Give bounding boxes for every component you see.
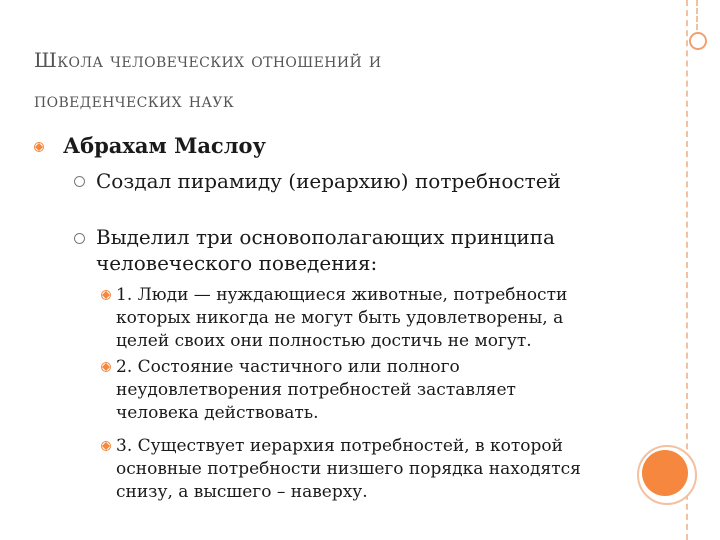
principle-3-line-2: основные потребности низшего порядка находятся [116,459,581,479]
slide-title [34,40,654,120]
circle-bullet-icon [74,176,85,187]
decorative-orange-circle [642,450,688,496]
principle-1-line-2: которых никогда не могут быть удовлетворены, а [116,308,564,328]
sub-item-2-line-1: Выделил три основополагающих принципа [96,225,555,249]
principle-2-line-3: человека действовать. [116,403,319,423]
diamond-icon [101,290,111,300]
circle-bullet-icon [74,233,85,244]
sub-item-1-line-1: Создал пирамиду (иерархию) потребностей [96,169,561,193]
principle-1-line-3: целей своих они полностью достичь не могут. [116,331,532,351]
diamond-icon [34,142,44,152]
decorative-small-circle [689,32,707,50]
principle-1-line-1: 1. Люди — нуждающиеся животные, потребности [116,285,568,305]
principle-3-line-3: снизу, а высшего – наверху. [116,482,368,502]
frame-dashed-line-top [696,0,698,30]
diamond-icon [101,441,111,451]
slide-title-line-2: поведенческих наук [34,88,235,112]
diamond-icon [101,362,111,372]
sub-item-2-line-2: человеческого поведения: [96,251,378,275]
slide-title-line-1: Школа человеческих отношений и [34,48,382,72]
principle-2-line-2: неудовлетворения потребностей заставляет [116,380,516,400]
principle-2-line-1: 2. Состояние частичного или полного [116,357,460,377]
principle-3-line-1: 3. Существует иерархия потребностей, в которой [116,436,563,456]
main-item-label: Абрахам Маслоу [63,133,266,158]
